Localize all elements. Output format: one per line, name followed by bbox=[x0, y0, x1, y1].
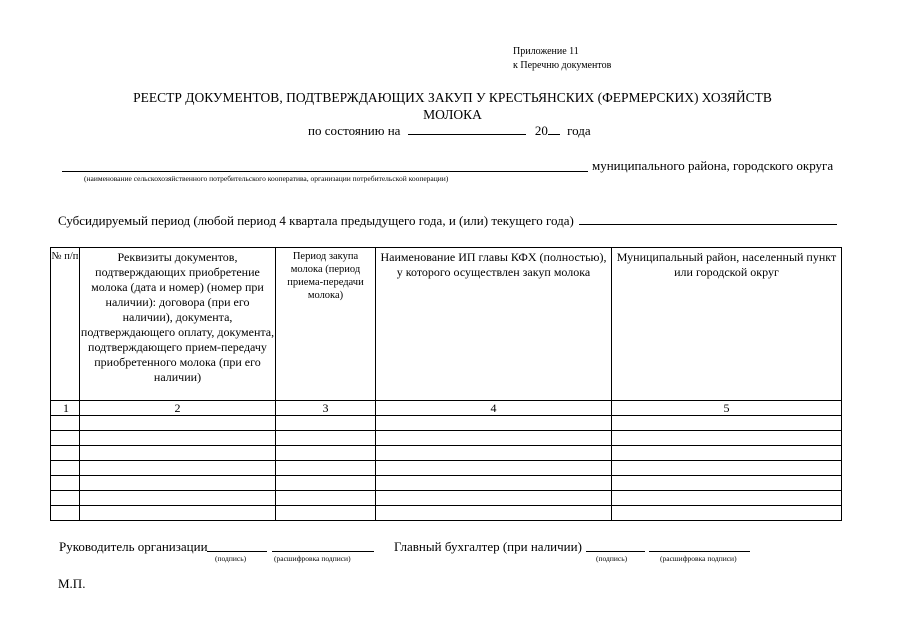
accountant-signature-blank[interactable] bbox=[586, 551, 645, 552]
as-of-suffix: года bbox=[567, 123, 591, 138]
column-number-1: 1 bbox=[51, 401, 80, 416]
header-document-details: Реквизиты документов, подтверждающих приобретение молока (дата и номер) (номер при наличии): договора (при его наличии), документа, подтверждающего оплату, документа, подтверждающего прием-передачу приобретенного молока (при его наличии) bbox=[80, 248, 276, 401]
as-of-year-blank[interactable] bbox=[548, 123, 560, 135]
accountant-signature-caption: (подпись) bbox=[596, 554, 628, 563]
table-cell[interactable] bbox=[376, 416, 612, 431]
table-row bbox=[51, 446, 842, 461]
appendix-note bbox=[513, 45, 611, 73]
title-line-2: МОЛОКА bbox=[423, 107, 482, 122]
table-cell[interactable] bbox=[276, 446, 376, 461]
table-cell[interactable] bbox=[612, 446, 842, 461]
column-number-3: 3 bbox=[276, 401, 376, 416]
table-cell[interactable] bbox=[612, 491, 842, 506]
organization-name-blank[interactable] bbox=[62, 171, 588, 172]
table-cell[interactable] bbox=[376, 446, 612, 461]
table-cell[interactable] bbox=[51, 431, 80, 446]
header-number: № п/п bbox=[51, 248, 80, 401]
table-row bbox=[51, 476, 842, 491]
stamp-place: М.П. bbox=[58, 576, 86, 591]
as-of-date-blank[interactable] bbox=[408, 123, 526, 135]
accountant-decoding-caption: (расшифровка подписи) bbox=[660, 554, 737, 563]
table-cell[interactable] bbox=[276, 491, 376, 506]
table-cell[interactable] bbox=[51, 446, 80, 461]
header-farmer-name: Наименование ИП главы КФХ (полностью), у которого осуществлен закуп молока bbox=[376, 248, 612, 401]
accountant-signature-label: Главный бухгалтер (при наличии) bbox=[394, 539, 582, 554]
table-cell[interactable] bbox=[80, 431, 276, 446]
document-title bbox=[0, 89, 905, 123]
table-cell[interactable] bbox=[276, 476, 376, 491]
table-header-row bbox=[51, 248, 842, 401]
head-signature-blank[interactable] bbox=[207, 551, 267, 552]
appendix-line-2: к Перечню документов bbox=[513, 60, 612, 71]
table-cell[interactable] bbox=[80, 491, 276, 506]
table-cell[interactable] bbox=[376, 491, 612, 506]
appendix-line-1: Приложение 11 bbox=[513, 46, 579, 57]
table-cell[interactable] bbox=[612, 431, 842, 446]
head-decoding-caption: (расшифровка подписи) bbox=[274, 554, 351, 563]
table-cell[interactable] bbox=[80, 446, 276, 461]
table-cell[interactable] bbox=[51, 491, 80, 506]
table-cell[interactable] bbox=[80, 506, 276, 521]
organization-suffix: муниципального района, городского округа bbox=[592, 158, 834, 173]
header-municipality: Муниципальный район, населенный пункт или городской округ bbox=[612, 248, 842, 401]
registry-table bbox=[50, 247, 842, 521]
table-number-row bbox=[51, 401, 842, 416]
table-cell[interactable] bbox=[376, 476, 612, 491]
table-cell[interactable] bbox=[51, 506, 80, 521]
column-number-4: 4 bbox=[376, 401, 612, 416]
table-row bbox=[51, 416, 842, 431]
table-cell[interactable] bbox=[51, 476, 80, 491]
table-cell[interactable] bbox=[612, 461, 842, 476]
table-cell[interactable] bbox=[376, 506, 612, 521]
table-cell[interactable] bbox=[80, 461, 276, 476]
head-signature-label: Руководитель организации bbox=[59, 539, 208, 554]
period-line bbox=[58, 213, 837, 229]
column-number-2: 2 bbox=[80, 401, 276, 416]
period-label: Субсидируемый период (любой период 4 квартала предыдущего года, и (или) текущего года) bbox=[58, 213, 574, 228]
table-row bbox=[51, 506, 842, 521]
head-signature-caption: (подпись) bbox=[215, 554, 247, 563]
as-of-year-prefix: 20 bbox=[534, 123, 548, 138]
as-of-line bbox=[308, 123, 591, 139]
table-cell[interactable] bbox=[276, 431, 376, 446]
table-row bbox=[51, 491, 842, 506]
column-number-5: 5 bbox=[612, 401, 842, 416]
table-row bbox=[51, 431, 842, 446]
table-cell[interactable] bbox=[51, 416, 80, 431]
organization-caption: (наименование сельскохозяйственного потребительского кооператива, организации потребительской кооперации) bbox=[84, 174, 449, 183]
table-cell[interactable] bbox=[612, 506, 842, 521]
table-cell[interactable] bbox=[51, 461, 80, 476]
table-cell[interactable] bbox=[612, 476, 842, 491]
table-row bbox=[51, 461, 842, 476]
title-line-1: РЕЕСТР ДОКУМЕНТОВ, ПОДТВЕРЖДАЮЩИХ ЗАКУП У КРЕСТЬЯНСКИХ (ФЕРМЕРСКИХ) ХОЗЯЙСТВ bbox=[133, 90, 772, 105]
table-cell[interactable] bbox=[80, 476, 276, 491]
period-blank[interactable] bbox=[579, 213, 837, 225]
table-cell[interactable] bbox=[276, 416, 376, 431]
header-purchase-period: Период закупа молока (период приема-передачи молока) bbox=[276, 248, 376, 401]
table-cell[interactable] bbox=[376, 431, 612, 446]
head-decoding-blank[interactable] bbox=[272, 551, 374, 552]
table-cell[interactable] bbox=[276, 461, 376, 476]
table-cell[interactable] bbox=[376, 461, 612, 476]
table-cell[interactable] bbox=[612, 416, 842, 431]
table-cell[interactable] bbox=[276, 506, 376, 521]
as-of-prefix: по состоянию на bbox=[308, 123, 401, 138]
accountant-decoding-blank[interactable] bbox=[649, 551, 750, 552]
table-cell[interactable] bbox=[80, 416, 276, 431]
